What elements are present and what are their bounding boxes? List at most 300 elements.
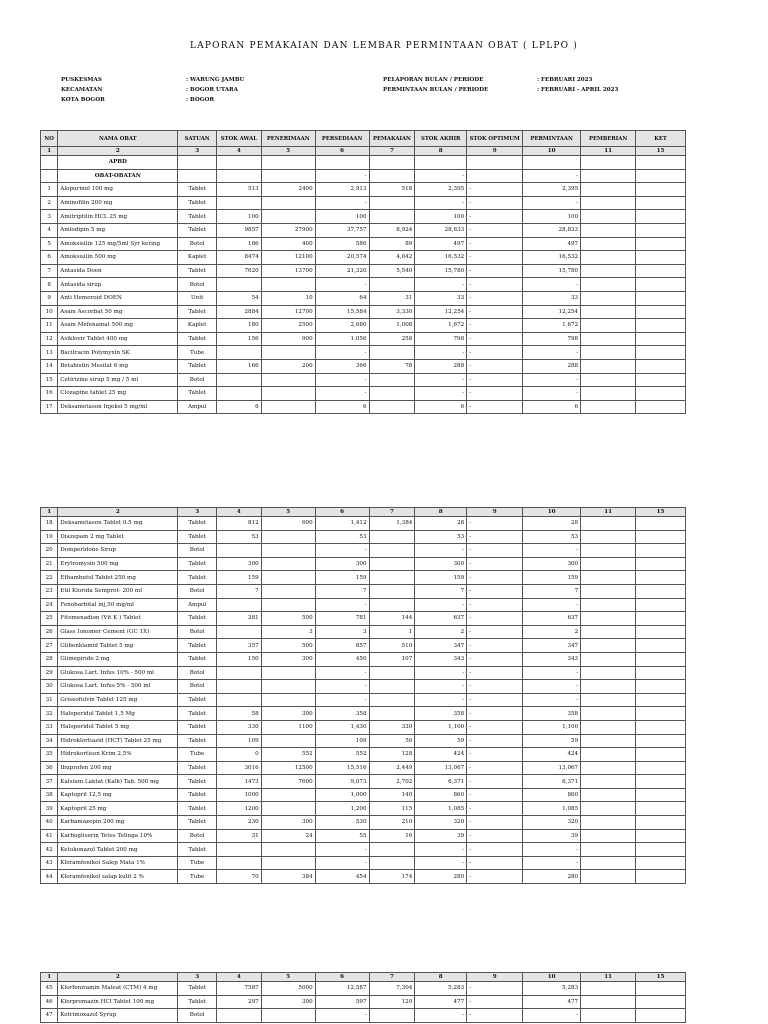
table-row xyxy=(41,748,686,762)
table-row-cell: 5 xyxy=(41,237,58,251)
table-row-cell: 860 xyxy=(523,788,581,802)
table-row-cell xyxy=(636,210,686,224)
table-row-cell xyxy=(581,775,636,789)
table-row-cell: 159 xyxy=(216,571,261,585)
table-row-cell: 424 xyxy=(415,748,467,762)
section-row-cell xyxy=(178,156,217,170)
table-row-cell: 2 xyxy=(415,625,467,639)
table-row-cell: Amitriptilin HCL 25 mg xyxy=(58,210,178,224)
table-row-cell: 860 xyxy=(415,788,467,802)
table-row-cell: 6 xyxy=(523,400,581,414)
table-row-cell xyxy=(581,373,636,387)
table-row-cell: 36 xyxy=(41,761,58,775)
table-row-cell: 1 xyxy=(41,183,58,197)
table-row-cell: Glibenklamid Tablet 5 mg xyxy=(58,639,178,653)
table-row-cell: Ibuprofen 200 mg xyxy=(58,761,178,775)
table-row-cell: 59 xyxy=(523,734,581,748)
table-row-cell: 400 xyxy=(261,237,315,251)
table-row-cell: - xyxy=(415,856,467,870)
meta-value: : FEBRUARI - APRIL 2023 xyxy=(537,87,619,93)
table-row-cell: 15,516 xyxy=(315,761,369,775)
section-row-cell xyxy=(261,169,315,183)
table-row-cell: - xyxy=(415,387,467,401)
table-row-cell: 3 xyxy=(41,210,58,224)
meta-value: : WARUNG JAMBU xyxy=(186,77,245,83)
table-row-cell xyxy=(636,373,686,387)
table-row-cell: Tablet xyxy=(178,639,217,653)
header-row-cell: PERMINTAAN xyxy=(523,131,581,147)
table-row-cell xyxy=(369,373,415,387)
table-row-cell xyxy=(636,720,686,734)
table-row-cell: 0 xyxy=(216,748,261,762)
table-row-cell: - xyxy=(467,1009,523,1023)
table-row-cell: - xyxy=(415,843,467,857)
table-row-cell: Botol xyxy=(178,666,217,680)
table-row-cell: - xyxy=(523,544,581,558)
table-row-cell: 358 xyxy=(415,707,467,721)
table-row-cell xyxy=(636,734,686,748)
table-row xyxy=(41,196,686,210)
table-row-cell: 347 xyxy=(415,639,467,653)
table-row-cell: 46 xyxy=(41,995,58,1009)
column-index-row-cell: 11 xyxy=(581,147,636,156)
table-row-cell: - xyxy=(467,761,523,775)
table-row-cell: - xyxy=(415,666,467,680)
column-index-row-cell: 9 xyxy=(467,508,523,517)
table-row-cell: Fenobarbital inj,50 mg/ml xyxy=(58,598,178,612)
table-row-cell: - xyxy=(467,237,523,251)
table-row-cell xyxy=(636,305,686,319)
table-row xyxy=(41,775,686,789)
table-row-cell: 297 xyxy=(216,995,261,1009)
column-index-row-cell: 8 xyxy=(415,508,467,517)
table-row-cell: 6,371 xyxy=(523,775,581,789)
table-row-cell: 510 xyxy=(369,639,415,653)
table-row xyxy=(41,982,686,996)
table-row-cell: 120 xyxy=(369,995,415,1009)
table-row-cell: - xyxy=(467,319,523,333)
table-row-cell: 1 xyxy=(369,625,415,639)
table-row-cell: 280 xyxy=(523,870,581,884)
table-row-cell xyxy=(636,761,686,775)
table-row-cell xyxy=(369,1009,415,1023)
table-row-cell: 53 xyxy=(315,530,369,544)
column-index-row-cell: 6 xyxy=(315,508,369,517)
table-row-cell: Griseofulvin Tablet 125 mg xyxy=(58,693,178,707)
column-index-row-cell: 15 xyxy=(636,147,686,156)
table-row-cell: 50 xyxy=(369,734,415,748)
table-row xyxy=(41,305,686,319)
table-row-cell: 22 xyxy=(41,571,58,585)
section-row-cell xyxy=(636,169,686,183)
table-row-cell: 4,042 xyxy=(369,251,415,265)
table-row-cell: 28,833 xyxy=(415,223,467,237)
table-row-cell xyxy=(636,598,686,612)
table-row-cell xyxy=(636,544,686,558)
table-row-cell xyxy=(581,856,636,870)
table-row-cell xyxy=(581,196,636,210)
section-row-cell xyxy=(216,156,261,170)
table-row-cell: Etil Klorida Semprot- 200 ml xyxy=(58,584,178,598)
table-row-cell: Tube xyxy=(178,748,217,762)
table-row-cell: - xyxy=(523,856,581,870)
table-row-cell: - xyxy=(523,1009,581,1023)
table-row-cell: 330 xyxy=(369,720,415,734)
table-row-cell: 54 xyxy=(216,291,261,305)
table-row-cell xyxy=(216,666,261,680)
table-row-cell: 43 xyxy=(41,856,58,870)
table-row-cell: 159 xyxy=(415,571,467,585)
table-row-cell xyxy=(216,625,261,639)
table-row-cell: Tablet xyxy=(178,530,217,544)
table-row-cell: 58 xyxy=(216,707,261,721)
table-row-cell xyxy=(261,544,315,558)
table-row-cell: 33 xyxy=(41,720,58,734)
table-row-cell xyxy=(581,652,636,666)
table-row-cell: Tablet xyxy=(178,995,217,1009)
section-row-cell xyxy=(369,156,415,170)
table-row-cell: - xyxy=(467,544,523,558)
meta-right-values xyxy=(537,75,618,95)
table-row-cell xyxy=(369,544,415,558)
table-row-cell: 900 xyxy=(261,332,315,346)
table-row-cell xyxy=(581,359,636,373)
table-row-cell: - xyxy=(467,291,523,305)
table-row-cell: - xyxy=(467,639,523,653)
table-row-cell: 1,056 xyxy=(315,332,369,346)
table-row-cell: - xyxy=(523,387,581,401)
meta-left-values xyxy=(186,75,244,105)
table-row-cell xyxy=(581,223,636,237)
table-row-cell: 1,412 xyxy=(315,517,369,531)
table-row-cell: Tablet xyxy=(178,196,217,210)
table-row-cell xyxy=(636,278,686,292)
table-row-cell xyxy=(581,666,636,680)
section-row-cell xyxy=(581,156,636,170)
table-row-cell: 38 xyxy=(41,788,58,802)
table-row-cell: - xyxy=(467,788,523,802)
table-row-cell: 150 xyxy=(216,652,261,666)
table-row-cell xyxy=(581,734,636,748)
table-row-cell: Kloramfenikol salap kulit 2 % xyxy=(58,870,178,884)
table-row-cell: - xyxy=(415,1009,467,1023)
table-row-cell xyxy=(581,707,636,721)
table-row-cell: 12700 xyxy=(261,305,315,319)
table-row-cell: - xyxy=(467,625,523,639)
table-row-cell xyxy=(581,680,636,694)
table-row-cell xyxy=(581,995,636,1009)
table-row-cell: Alopurinol 100 mg xyxy=(58,183,178,197)
table-row-cell: Tablet xyxy=(178,802,217,816)
table-row-cell: - xyxy=(467,870,523,884)
table-row-cell: - xyxy=(315,387,369,401)
table-row-cell: 12 xyxy=(41,332,58,346)
table-row-cell: 15,584 xyxy=(315,305,369,319)
section-row-cell xyxy=(369,169,415,183)
table-row-cell: - xyxy=(315,666,369,680)
section-row xyxy=(41,156,686,170)
table-row-cell: - xyxy=(415,278,467,292)
table-row-cell: 1,672 xyxy=(523,319,581,333)
table-row-cell: - xyxy=(523,666,581,680)
table-row-cell: 1,100 xyxy=(415,720,467,734)
table-row-cell: 200 xyxy=(261,359,315,373)
column-index-row xyxy=(41,508,686,517)
table-row-cell: 13 xyxy=(41,346,58,360)
table-row-cell: Karbogliserin Tetes Telinga 10% xyxy=(58,829,178,843)
table-row-cell: 1000 xyxy=(216,788,261,802)
table-row-cell: Tablet xyxy=(178,571,217,585)
table-row-cell xyxy=(581,183,636,197)
table-row-cell: 32 xyxy=(41,707,58,721)
column-index-row-cell: 7 xyxy=(369,147,415,156)
table-row-cell: 20 xyxy=(41,544,58,558)
table-row-cell xyxy=(261,680,315,694)
table-row-cell xyxy=(636,517,686,531)
table-row-cell: 3,330 xyxy=(369,305,415,319)
table-row-cell: 798 xyxy=(415,332,467,346)
table-row xyxy=(41,237,686,251)
table-row-cell: 320 xyxy=(415,816,467,830)
meta-label: PUSKESMAS xyxy=(61,77,102,83)
table-row-cell: Deksametason Tablet 0.5 mg xyxy=(58,517,178,531)
table-row-cell: 28 xyxy=(41,652,58,666)
table-row-cell: Antasida Doen xyxy=(58,264,178,278)
table-row-cell xyxy=(636,829,686,843)
column-index-row-cell: 7 xyxy=(369,508,415,517)
table-row-cell xyxy=(636,982,686,996)
table-row-cell: 39 xyxy=(41,802,58,816)
table-row-cell: 637 xyxy=(415,612,467,626)
table-row-cell: 14 xyxy=(41,359,58,373)
table-row-cell: - xyxy=(467,775,523,789)
table-row-cell: 70 xyxy=(216,870,261,884)
table-row-cell: 2,395 xyxy=(415,183,467,197)
table-row-cell xyxy=(261,734,315,748)
table-row-cell xyxy=(636,264,686,278)
table-row-cell: Tube xyxy=(178,346,217,360)
table-row-cell: Asam Ascorbat 50 mg xyxy=(58,305,178,319)
table-row xyxy=(41,612,686,626)
column-index-row xyxy=(41,147,686,156)
table-row-cell: 3 xyxy=(315,625,369,639)
table-row-cell xyxy=(261,843,315,857)
section-row-cell xyxy=(315,156,369,170)
table-row xyxy=(41,346,686,360)
table-row-cell xyxy=(261,693,315,707)
table-row xyxy=(41,584,686,598)
table-row-cell xyxy=(581,720,636,734)
table-row-cell: 9,073 xyxy=(315,775,369,789)
table-row-cell xyxy=(581,264,636,278)
table-row-cell: Tablet xyxy=(178,652,217,666)
table-row-cell: Tablet xyxy=(178,843,217,857)
table-row-cell: Tablet xyxy=(178,707,217,721)
table-row-cell: 10 xyxy=(261,291,315,305)
table-row-cell: 781 xyxy=(315,612,369,626)
table-row-cell: - xyxy=(467,982,523,996)
table-row-cell: - xyxy=(467,530,523,544)
table-row-cell: 7,304 xyxy=(369,982,415,996)
table-row-cell: 258 xyxy=(369,332,415,346)
table-row-cell: 366 xyxy=(315,359,369,373)
table-row-cell: 2,395 xyxy=(523,183,581,197)
meta-label: KOTA BOGOR xyxy=(61,97,105,103)
table-row-cell: - xyxy=(467,816,523,830)
table-row-cell: 8,924 xyxy=(369,223,415,237)
table-row-cell: Tablet xyxy=(178,788,217,802)
table-row-cell: 812 xyxy=(216,517,261,531)
table-row-cell xyxy=(581,829,636,843)
table-row-cell: Asiklovir Tablet 400 mg xyxy=(58,332,178,346)
table-row-cell xyxy=(581,387,636,401)
table-row-cell: 477 xyxy=(415,995,467,1009)
table-row-cell xyxy=(369,278,415,292)
header-row-cell: STOK OPTIMUM xyxy=(467,131,523,147)
table-row-cell: 300 xyxy=(216,557,261,571)
table-row-cell xyxy=(636,680,686,694)
table-row-cell: 45 xyxy=(41,982,58,996)
table-row-cell: 11 xyxy=(41,319,58,333)
table-row-cell: 518 xyxy=(369,183,415,197)
column-index-row-cell: 11 xyxy=(581,973,636,982)
table-row-cell: - xyxy=(467,346,523,360)
table-row-cell xyxy=(636,775,686,789)
table-row-cell: - xyxy=(315,693,369,707)
table-row xyxy=(41,707,686,721)
table-row-cell xyxy=(636,346,686,360)
column-index-row-cell: 9 xyxy=(467,147,523,156)
table-row-cell: 28 xyxy=(523,517,581,531)
table-row-cell: 280 xyxy=(415,870,467,884)
section-row-cell xyxy=(415,156,467,170)
table-row-cell: - xyxy=(415,373,467,387)
table-row-cell: 7 xyxy=(216,584,261,598)
table-row-cell xyxy=(369,557,415,571)
table-row-cell: 19 xyxy=(41,530,58,544)
table-row-cell xyxy=(581,291,636,305)
table-row-cell: 7 xyxy=(41,264,58,278)
table-row-cell: Karbamazepin 200 mg xyxy=(58,816,178,830)
table-row-cell: 20,574 xyxy=(315,251,369,265)
table-row-cell: 5,540 xyxy=(369,264,415,278)
table-row-cell xyxy=(216,196,261,210)
table-row xyxy=(41,210,686,224)
table-row-cell: 6,371 xyxy=(415,775,467,789)
table-row-cell: Tablet xyxy=(178,183,217,197)
table-row-cell: 5,283 xyxy=(523,982,581,996)
table-row-cell: - xyxy=(415,680,467,694)
table-row-cell: - xyxy=(315,598,369,612)
table-row-cell: Fitomenadion (Vit K ) Tablet xyxy=(58,612,178,626)
table-row-cell xyxy=(369,210,415,224)
column-index-row-cell: 6 xyxy=(315,973,369,982)
table-row-cell xyxy=(636,666,686,680)
table-row-cell xyxy=(216,856,261,870)
table-row-cell: 384 xyxy=(261,870,315,884)
table-row-cell: Domperidone Sirup xyxy=(58,544,178,558)
table-row-cell: 24 xyxy=(41,598,58,612)
table-row-cell xyxy=(261,571,315,585)
table-row-cell: 2884 xyxy=(216,305,261,319)
table-row-cell: - xyxy=(467,720,523,734)
section-label: OBAT-OBATAN xyxy=(58,169,178,183)
table-row xyxy=(41,1009,686,1023)
table-row-cell: 64 xyxy=(315,291,369,305)
table-row-cell: Cetirizine sirup 5 mg / 5 ml xyxy=(58,373,178,387)
table-row xyxy=(41,557,686,571)
table-row-cell: 100 xyxy=(523,210,581,224)
table-row-cell: 156 xyxy=(216,332,261,346)
column-index-row-cell: 1 xyxy=(41,508,58,517)
table-row-cell: 2,449 xyxy=(369,761,415,775)
table-row-cell: 347 xyxy=(523,639,581,653)
section-row-cell xyxy=(523,156,581,170)
header-row-cell: NAMA OBAT xyxy=(58,131,178,147)
table-row-cell: 358 xyxy=(523,707,581,721)
table-row-cell xyxy=(636,612,686,626)
table-row-cell: Glimepiride 2 mg xyxy=(58,652,178,666)
table-row-cell xyxy=(216,1009,261,1023)
table-row-cell: 343 xyxy=(415,652,467,666)
table-row-cell xyxy=(636,387,686,401)
table-row-cell xyxy=(369,400,415,414)
table-row-cell: - xyxy=(467,517,523,531)
column-index-row-cell: 6 xyxy=(315,147,369,156)
table-row-cell: - xyxy=(467,856,523,870)
table-row xyxy=(41,251,686,265)
table-row-cell: 357 xyxy=(216,639,261,653)
table-row-cell: 2,913 xyxy=(315,183,369,197)
table-row-cell xyxy=(261,802,315,816)
table-row-cell: 15,780 xyxy=(523,264,581,278)
table-row-cell: 33 xyxy=(415,291,467,305)
table-row-cell: 450 xyxy=(315,652,369,666)
table-row xyxy=(41,598,686,612)
table-row-cell: 26 xyxy=(41,625,58,639)
table-row-cell: Tablet xyxy=(178,693,217,707)
table-row-cell xyxy=(636,359,686,373)
table-row-cell: 89 xyxy=(369,237,415,251)
table-row-cell xyxy=(636,802,686,816)
table-row-cell: Hidrokortison Krim 2,5% xyxy=(58,748,178,762)
table-row-cell xyxy=(216,346,261,360)
table-row-cell: 300 xyxy=(261,707,315,721)
table-row-cell: - xyxy=(523,680,581,694)
table-row xyxy=(41,652,686,666)
column-index-row-cell: 2 xyxy=(58,147,178,156)
table-row-cell: 552 xyxy=(261,748,315,762)
table-row-cell xyxy=(636,251,686,265)
table-row-cell: 320 xyxy=(523,816,581,830)
table-row xyxy=(41,373,686,387)
meta-left-labels xyxy=(61,75,105,105)
table-row-cell: - xyxy=(467,584,523,598)
table-row-cell: 115 xyxy=(369,802,415,816)
table-row-cell: - xyxy=(523,278,581,292)
table-row-cell: - xyxy=(467,223,523,237)
table-row-cell: - xyxy=(315,680,369,694)
table-row-cell: Tablet xyxy=(178,387,217,401)
column-index-row-cell: 4 xyxy=(216,147,261,156)
table-row-cell xyxy=(636,196,686,210)
table-row-cell xyxy=(369,666,415,680)
table-row-cell: 281 xyxy=(216,612,261,626)
table-row-cell: Glass Ionomer Cement (GC 1X) xyxy=(58,625,178,639)
table-row-cell: 6 xyxy=(216,400,261,414)
table-row-cell: Bacitracin Polymyxin SK xyxy=(58,346,178,360)
table-row-cell: 29 xyxy=(41,666,58,680)
